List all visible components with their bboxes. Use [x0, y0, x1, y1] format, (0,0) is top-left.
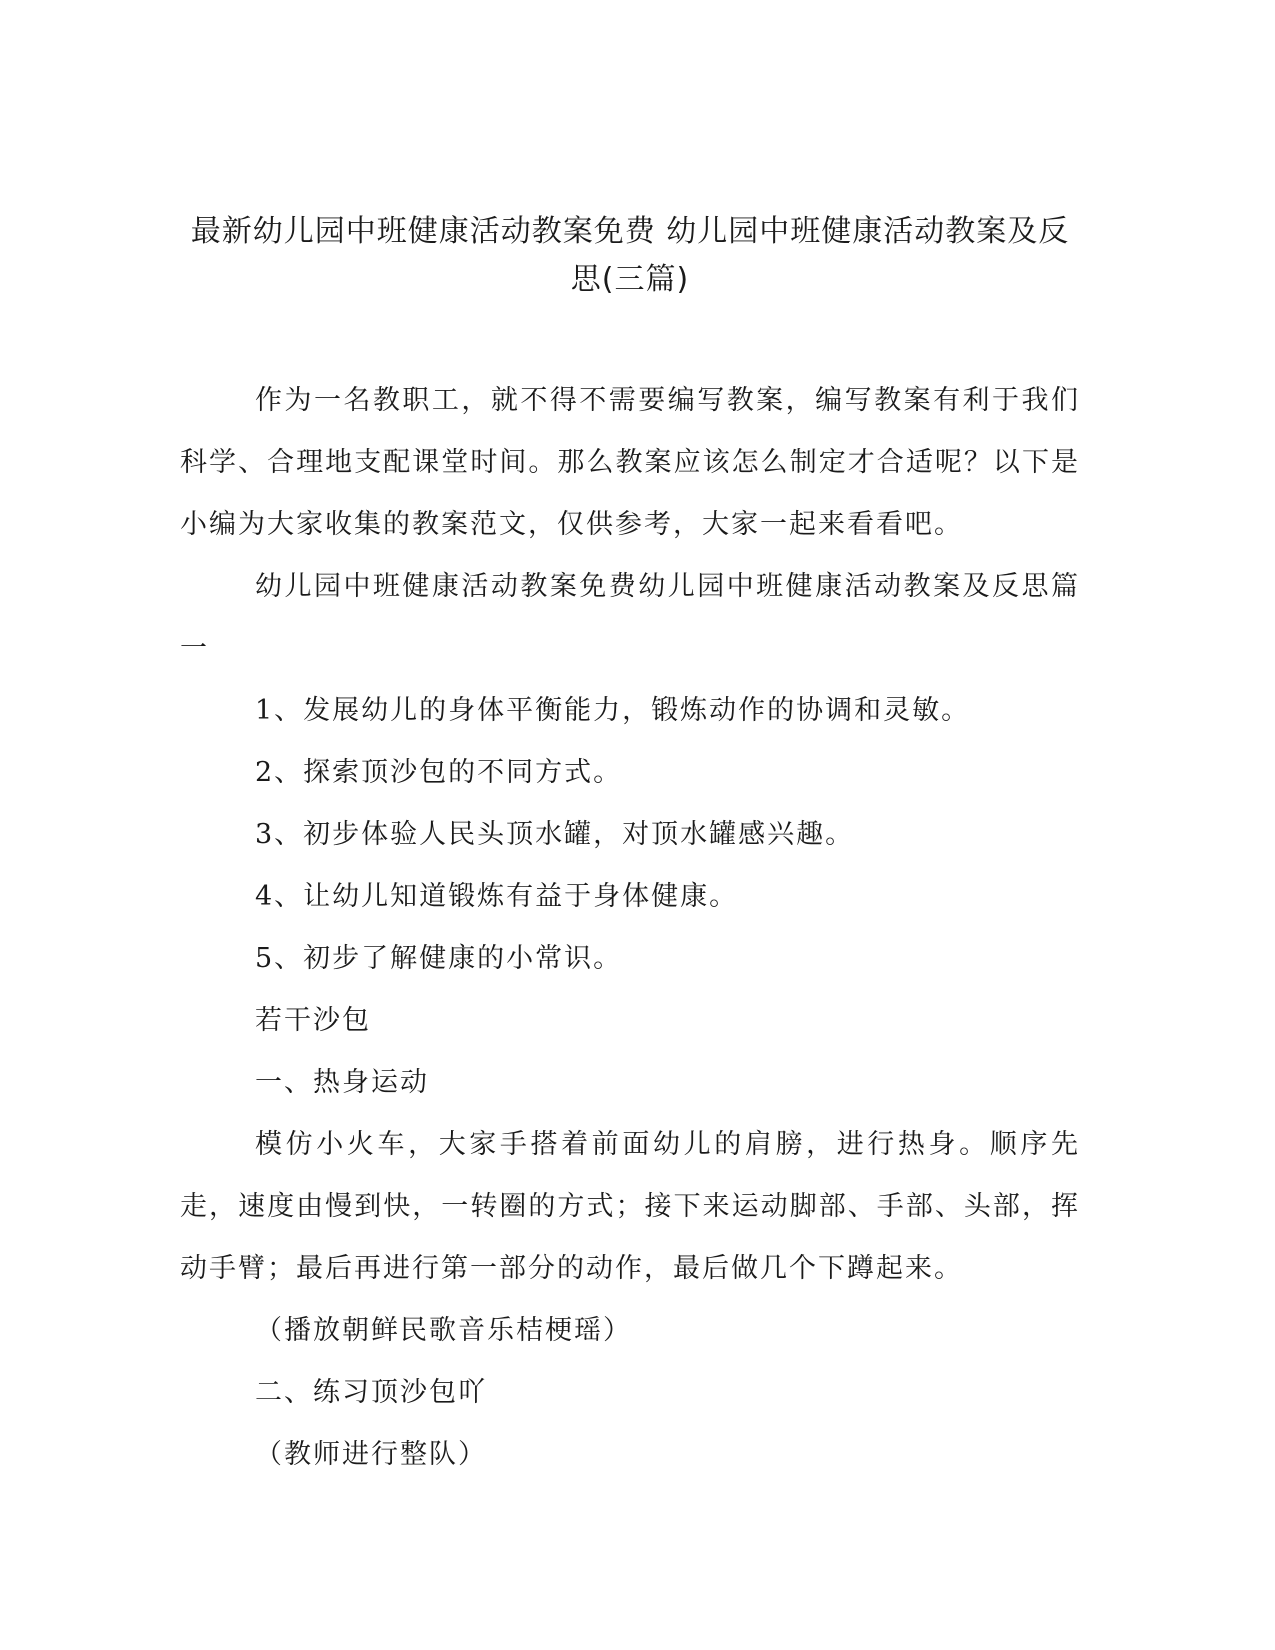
- document-body: [180, 370, 1080, 1486]
- document-title: 最新幼儿园中班健康活动教案免费 幼儿园中班健康活动教案及反思(三篇): [190, 214, 1070, 297]
- materials-line: 若干沙包: [255, 1005, 371, 1036]
- goal-item: 1、发展幼儿的身体平衡能力，锻炼动作的协调和灵敏。: [255, 695, 971, 726]
- step1-heading: 一、热身运动: [255, 1067, 429, 1098]
- section-heading: 幼儿园中班健康活动教案免费幼儿园中班健康活动教案及反思篇一: [180, 571, 1080, 664]
- music-note: （播放朝鲜民歌音乐桔梗瑶）: [255, 1315, 632, 1346]
- goal-item: 4、让幼儿知道锻炼有益于身体健康。: [255, 881, 739, 912]
- goal-item: 2、探索顶沙包的不同方式。: [255, 757, 623, 788]
- intro-paragraph: 作为一名教职工，就不得不需要编写教案，编写教案有利于我们科学、合理地支配课堂时间。那么教案应该怎么制定才合适呢？以下是小编为大家收集的教案范文，仅供参考，大家一起来看看吧。: [180, 385, 1080, 540]
- goal-item: 5、初步了解健康的小常识。: [255, 943, 623, 974]
- step1-paragraph: 模仿小火车，大家手搭着前面幼儿的肩膀，进行热身。顺序先走，速度由慢到快，一转圈的方式；接下来运动脚部、手部、头部，挥动手臂；最后再进行第一部分的动作，最后做几个下蹲起来。: [180, 1129, 1080, 1284]
- teacher-note: （教师进行整队）: [255, 1439, 487, 1470]
- goal-item: 3、初步体验人民头顶水罐，对顶水罐感兴趣。: [255, 819, 855, 850]
- step2-heading: 二、练习顶沙包吖: [255, 1377, 487, 1408]
